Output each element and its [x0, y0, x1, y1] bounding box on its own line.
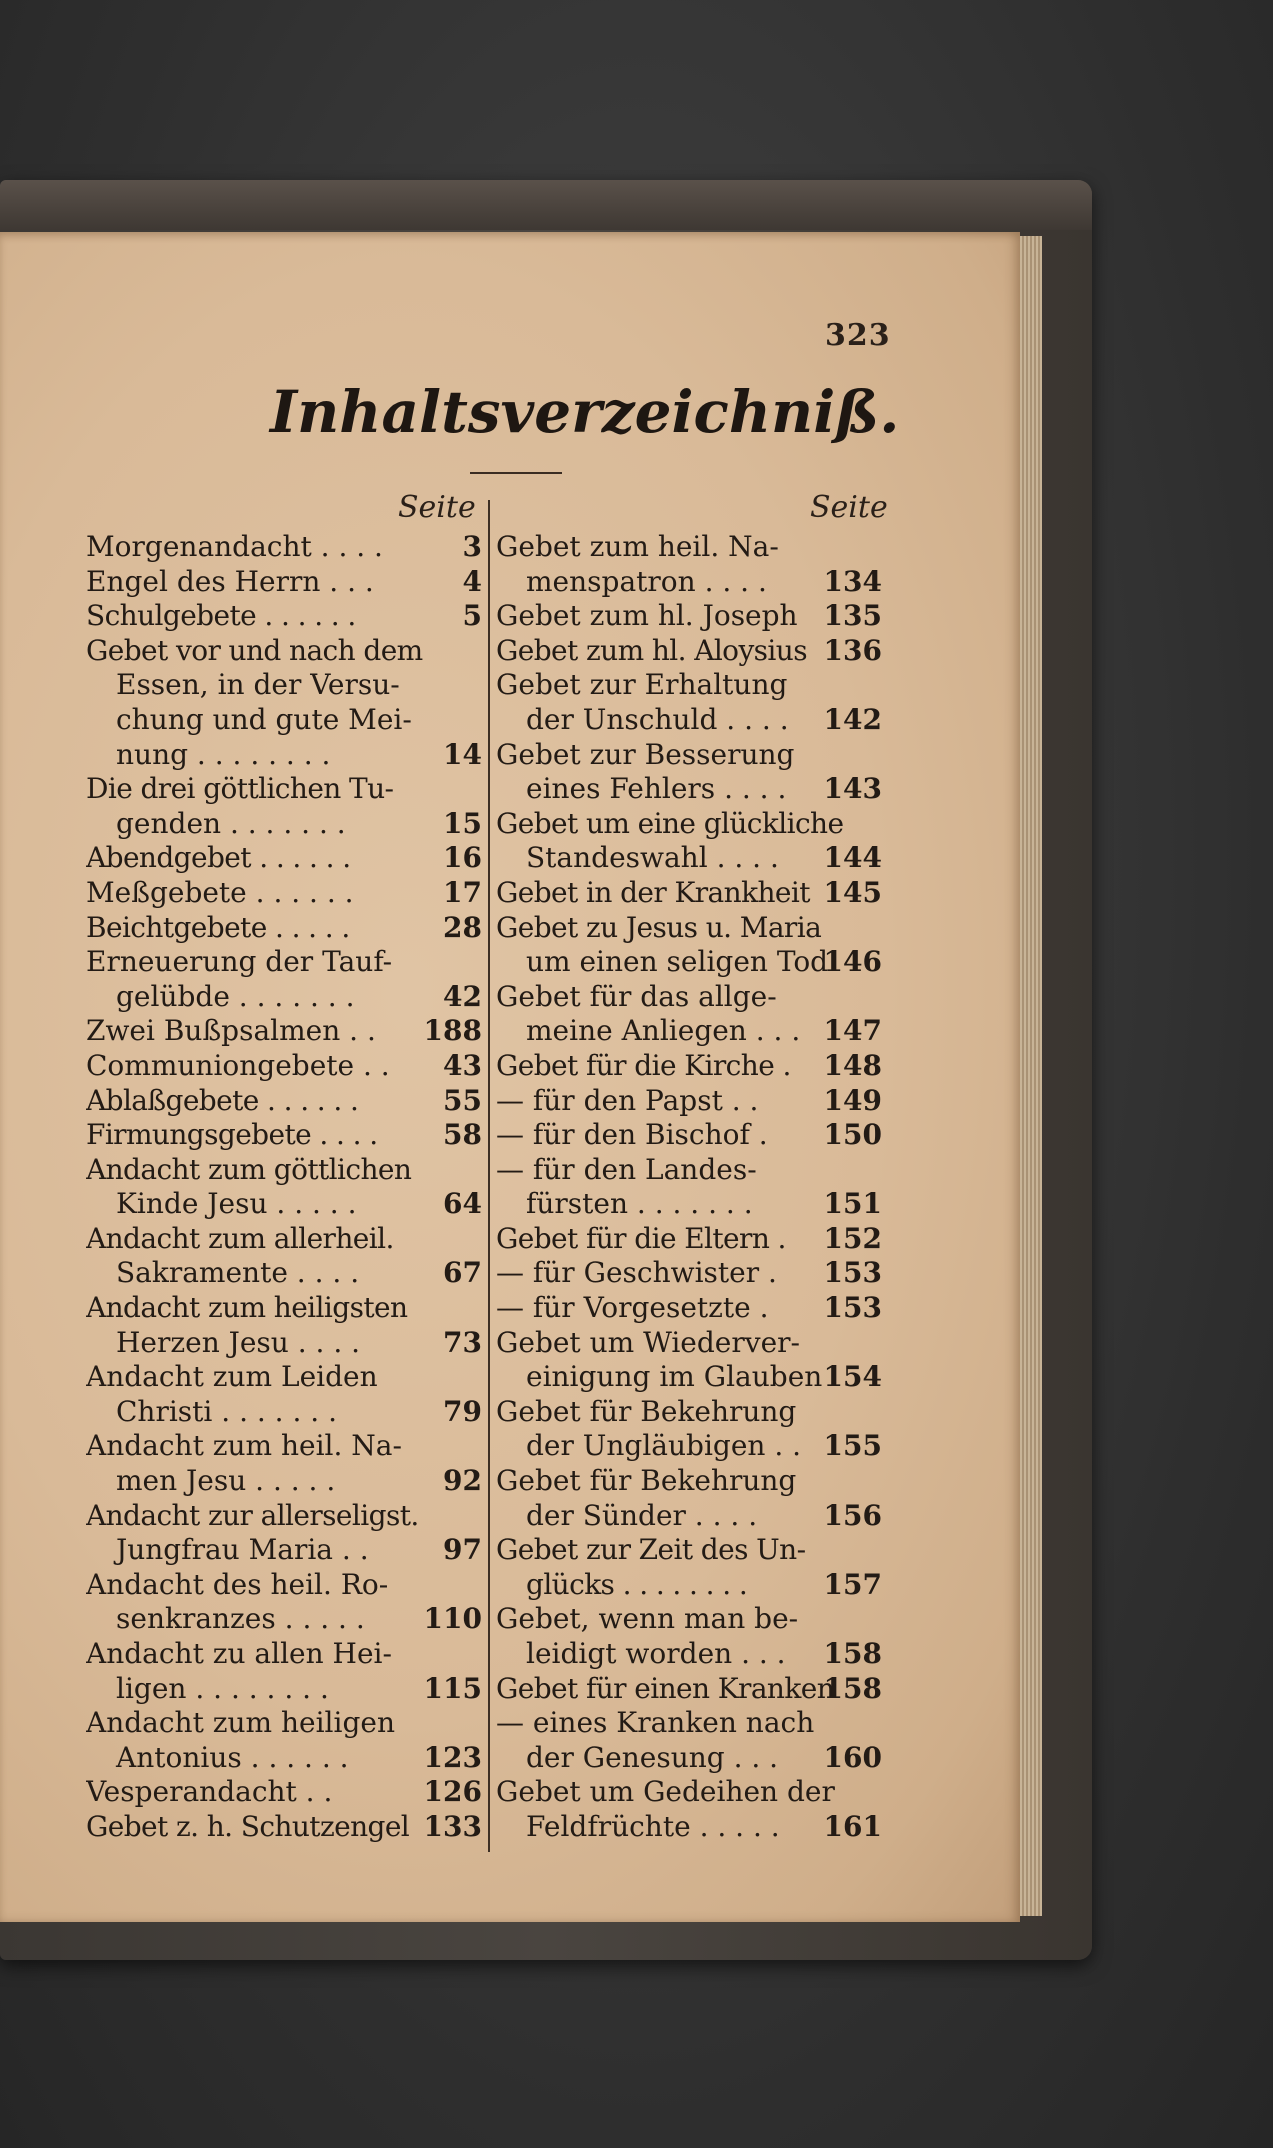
toc-entry: [496, 1741, 882, 1776]
toc-entry-title: Andacht des heil. Ro-: [86, 1567, 389, 1601]
toc-entry: [496, 945, 882, 980]
toc-entry: [496, 841, 882, 876]
toc-entry-title: men Jesu . . . . .: [116, 1464, 336, 1498]
toc-entry-title: Gebet zur Erhaltung: [496, 668, 788, 702]
toc-entry-title: Die drei göttlichen Tu-: [86, 772, 394, 806]
toc-entry-page: 142: [823, 702, 882, 736]
toc-entry-title: leidigt worden . . .: [526, 1637, 786, 1670]
toc-entry-page: 64: [443, 1187, 482, 1221]
toc-entry-title: Morgenandacht . . . .: [86, 530, 383, 563]
toc-entry: [496, 1775, 882, 1810]
toc-entry-title: Andacht zum heiligsten: [86, 1291, 408, 1325]
toc-entry-page: 188: [423, 1014, 482, 1048]
toc-entry-title: Engel des Herrn . . .: [86, 564, 374, 598]
toc-entry: [86, 565, 482, 600]
toc-entry: [496, 1187, 882, 1222]
toc-entry-title: Beichtgebete . . . . .: [86, 910, 350, 944]
toc-entry-title: Gebet für Bekehrung: [496, 1464, 797, 1498]
toc-entry-title: um einen seligen Tod: [526, 945, 829, 979]
toc-entry: [496, 1429, 882, 1464]
toc-entry: [86, 1395, 482, 1430]
toc-entry-title: — für Geschwister .: [496, 1256, 777, 1290]
toc-entry-page: 15: [443, 806, 482, 840]
toc-entry-title: — eines Kranken nach: [496, 1706, 815, 1740]
toc-entry: [496, 1291, 882, 1326]
toc-entry: [496, 1499, 882, 1534]
toc-entry: [86, 1637, 482, 1672]
toc-entry-title: Gebet in der Krankheit: [496, 875, 810, 909]
toc-entry-page: 135: [823, 599, 882, 633]
toc-entry-page: 153: [823, 1256, 882, 1290]
toc-entry: [496, 1049, 882, 1084]
toc-entry-page: 97: [443, 1533, 482, 1567]
toc-entry-page: 79: [443, 1394, 482, 1428]
page-title: Inhaltsverzeichniß.: [270, 378, 900, 446]
toc-entry-page: 4: [462, 564, 482, 598]
toc-entry-title: Andacht zur allerseligst.: [86, 1498, 419, 1532]
toc-entry-title: genden . . . . . . .: [116, 806, 346, 840]
toc-entry-title: Standeswahl . . . .: [526, 841, 779, 875]
toc-entry-title: der Sünder . . . .: [526, 1498, 758, 1532]
toc-entry: [86, 1568, 482, 1603]
toc-entry: [86, 634, 482, 669]
toc-entry-title: gelübde . . . . . . .: [116, 979, 355, 1013]
title-divider: [470, 472, 562, 474]
toc-entry-title: eines Fehlers . . . .: [526, 772, 787, 806]
toc-entry-page: 145: [823, 875, 882, 909]
toc-entry-title: Jungfrau Maria . .: [116, 1533, 369, 1567]
toc-entry-title: fürsten . . . . . . .: [526, 1187, 753, 1221]
toc-entry-title: Gebet vor und nach dem: [86, 633, 423, 667]
toc-entry: [86, 772, 482, 807]
toc-entry-title: Gebet für einen Kranken: [496, 1671, 835, 1705]
toc-entry: [86, 530, 482, 565]
toc-entry-title: Gebet für die Kirche .: [496, 1048, 791, 1082]
toc-entry: [86, 738, 482, 773]
toc-entry: [496, 599, 882, 634]
toc-entry: [496, 1464, 882, 1499]
toc-entry: [86, 1464, 482, 1499]
toc-entry-title: der Genesung . . .: [526, 1740, 779, 1774]
toc-entry-title: Andacht zum heiligen: [86, 1706, 395, 1740]
toc-entry-page: 152: [823, 1221, 882, 1255]
toc-entry-page: 16: [443, 841, 482, 875]
toc-entry-page: 67: [443, 1256, 482, 1290]
toc-entry-title: Sakramente . . . .: [116, 1256, 360, 1290]
toc-entry-title: menspatron . . . .: [526, 564, 767, 598]
toc-entry-title: — für Vorgesetzte .: [496, 1291, 769, 1325]
toc-entry-title: Andacht zum heil. Na-: [86, 1429, 402, 1463]
toc-entry-title: Communiongebete . .: [86, 1048, 390, 1082]
toc-entry-page: 133: [423, 1809, 482, 1843]
toc-entry: [86, 1291, 482, 1326]
toc-entry-page: 126: [423, 1775, 482, 1809]
toc-entry: [496, 1153, 882, 1188]
toc-entry-title: Gebet zur Zeit des Un-: [496, 1533, 806, 1567]
toc-entry: [496, 911, 882, 946]
toc-entry-title: Abendgebet . . . . . .: [86, 841, 351, 875]
toc-entry: [496, 738, 882, 773]
toc-entry: [496, 1360, 882, 1395]
toc-entry: [496, 1256, 882, 1291]
toc-entry-title: Herzen Jesu . . . .: [116, 1325, 361, 1359]
toc-entry: [496, 772, 882, 807]
toc-entry-title: der Ungläubigen . .: [526, 1429, 802, 1463]
toc-entry: [496, 1568, 882, 1603]
page-stack-edge: [1020, 236, 1042, 1916]
toc-entry-title: — für den Bischof .: [496, 1118, 768, 1152]
toc-entry-page: 156: [823, 1498, 882, 1532]
left-column-header: Seite: [398, 490, 476, 525]
page-number: 323: [825, 318, 891, 353]
toc-entry-page: 155: [823, 1429, 882, 1463]
toc-entry-title: senkranzes . . . . .: [116, 1602, 365, 1636]
toc-entry-title: Erneuerung der Tauf-: [86, 945, 393, 979]
toc-entry-page: 92: [443, 1464, 482, 1498]
toc-entry: [496, 1118, 882, 1153]
toc-entry: [86, 1810, 482, 1845]
toc-entry: [86, 1360, 482, 1395]
toc-entry-title: chung und gute Mei-: [116, 702, 412, 736]
toc-entry: [496, 1672, 882, 1707]
toc-entry-title: Vesperandacht . .: [86, 1775, 333, 1809]
toc-entry-page: 17: [443, 875, 482, 909]
toc-entry: [86, 1256, 482, 1291]
toc-entry-page: 144: [823, 841, 882, 875]
toc-entry: [86, 807, 482, 842]
toc-entry-title: Andacht zum Leiden: [86, 1360, 378, 1394]
toc-entry-title: Andacht zum göttlichen: [86, 1152, 412, 1186]
toc-entry-page: 136: [823, 633, 882, 667]
toc-entry-page: 55: [443, 1083, 482, 1117]
toc-entry: [86, 599, 482, 634]
toc-entry-page: 5: [462, 599, 482, 633]
toc-entry-title: der Unschuld . . . .: [526, 702, 789, 736]
toc-entry-page: 123: [423, 1740, 482, 1774]
toc-entry: [496, 1637, 882, 1672]
toc-entry-title: glücks . . . . . . . .: [526, 1567, 748, 1601]
toc-entry-title: Gebet zum hl. Aloysius: [496, 633, 807, 667]
toc-entry: [496, 1602, 882, 1637]
toc-entry: [86, 668, 482, 703]
toc-entry-title: Ablaßgebete . . . . . .: [86, 1083, 359, 1117]
toc-entry-page: 158: [823, 1637, 882, 1670]
column-divider: [488, 500, 490, 1852]
toc-entry: [86, 1084, 482, 1119]
toc-entry: [86, 1775, 482, 1810]
toc-entry: [496, 530, 882, 565]
toc-entry: [496, 668, 882, 703]
toc-entry: [496, 1014, 882, 1049]
toc-entry-page: 147: [823, 1014, 882, 1048]
toc-entry-title: Gebet um eine glückliche: [496, 806, 844, 840]
toc-entry-title: Zwei Bußpsalmen . .: [86, 1014, 376, 1048]
toc-entry-page: 157: [823, 1567, 882, 1601]
toc-entry-title: — für den Papst . .: [496, 1083, 759, 1117]
toc-entry: [496, 1395, 882, 1430]
toc-entry-page: 115: [423, 1671, 482, 1705]
toc-entry: [496, 1706, 882, 1741]
toc-entry: [496, 1326, 882, 1361]
toc-entry-page: 160: [823, 1740, 882, 1774]
toc-entry: [86, 1706, 482, 1741]
toc-entry: [86, 1118, 482, 1153]
toc-entry-page: 148: [823, 1048, 882, 1082]
toc-entry-title: Andacht zum allerheil.: [86, 1221, 394, 1255]
toc-entry: [86, 1672, 482, 1707]
toc-entry: [496, 980, 882, 1015]
toc-entry-title: Gebet zum hl. Joseph: [496, 599, 798, 633]
toc-entry-page: 161: [823, 1809, 882, 1843]
toc-entry-page: 73: [443, 1325, 482, 1359]
toc-entry-page: 153: [823, 1291, 882, 1325]
toc-entry: [86, 1153, 482, 1188]
toc-entry: [86, 1187, 482, 1222]
toc-entry: [86, 1429, 482, 1464]
toc-entry-title: Andacht zu allen Hei-: [86, 1637, 392, 1670]
toc-entry: [86, 1014, 482, 1049]
toc-entry-title: Gebet um Wiederver-: [496, 1325, 800, 1359]
toc-entry-title: meine Anliegen . . .: [526, 1014, 801, 1048]
toc-entry-title: — für den Landes-: [496, 1152, 757, 1186]
toc-entry-title: Antonius . . . . . .: [116, 1740, 349, 1774]
toc-entry: [86, 1741, 482, 1776]
toc-left-column: [86, 530, 482, 1845]
toc-entry: [86, 1533, 482, 1568]
toc-entry-title: einigung im Glauben: [526, 1360, 823, 1394]
toc-entry-title: Gebet für Bekehrung: [496, 1394, 797, 1428]
toc-entry-page: 3: [462, 530, 482, 563]
toc-entry-page: 42: [443, 979, 482, 1013]
toc-entry-page: 143: [823, 772, 882, 806]
toc-entry: [496, 876, 882, 911]
toc-entry: [86, 876, 482, 911]
right-column-header: Seite: [810, 490, 888, 525]
toc-entry-title: Schulgebete . . . . . .: [86, 599, 356, 633]
toc-entry: [86, 1326, 482, 1361]
toc-entry: [86, 1602, 482, 1637]
toc-entry-title: nung . . . . . . . .: [116, 737, 331, 771]
toc-entry-page: 151: [823, 1187, 882, 1221]
toc-entry-page: 146: [823, 945, 882, 979]
toc-right-column: [496, 530, 882, 1845]
toc-entry: [496, 807, 882, 842]
toc-entry-page: 58: [443, 1118, 482, 1152]
toc-entry-title: Firmungsgebete . . . .: [86, 1118, 378, 1152]
toc-entry-page: 158: [823, 1671, 882, 1705]
toc-entry-page: 14: [443, 737, 482, 771]
toc-entry: [86, 945, 482, 980]
toc-entry-title: Gebet z. h. Schutzengel: [86, 1809, 410, 1843]
toc-entry: [496, 703, 882, 738]
toc-entry-page: 134: [823, 564, 882, 598]
toc-entry-title: Gebet um Gedeihen der: [496, 1775, 835, 1809]
toc-entry-page: 110: [423, 1602, 482, 1636]
toc-entry-title: Christi . . . . . . .: [116, 1394, 337, 1428]
toc-entry-title: Feldfrüchte . . . . .: [526, 1809, 780, 1843]
toc-entry: [86, 980, 482, 1015]
toc-entry: [86, 703, 482, 738]
toc-entry-title: Gebet zum heil. Na-: [496, 530, 779, 563]
toc-entry-title: Gebet zu Jesus u. Maria: [496, 910, 822, 944]
book-cover-top-edge: [0, 180, 1092, 230]
toc-entry-page: 28: [443, 910, 482, 944]
toc-entry: [86, 1049, 482, 1084]
toc-entry: [496, 1533, 882, 1568]
toc-entry: [496, 565, 882, 600]
toc-entry: [496, 1084, 882, 1119]
toc-entry-title: Gebet für die Eltern .: [496, 1221, 786, 1255]
toc-entry-title: Kinde Jesu . . . . .: [116, 1187, 357, 1221]
toc-entry-title: Gebet zur Besserung: [496, 737, 795, 771]
toc-entry-title: Meßgebete . . . . . .: [86, 875, 354, 909]
toc-entry: [86, 1222, 482, 1257]
toc-entry-title: Essen, in der Versu-: [116, 668, 400, 702]
toc-entry-title: Gebet, wenn man be-: [496, 1602, 799, 1636]
toc-entry: [86, 1499, 482, 1534]
toc-entry-page: 150: [823, 1118, 882, 1152]
toc-entry-page: 154: [823, 1360, 882, 1394]
toc-entry: [496, 1810, 882, 1845]
toc-entry: [496, 634, 882, 669]
toc-entry: [496, 1222, 882, 1257]
toc-entry-title: Gebet für das allge-: [496, 979, 777, 1013]
toc-entry-title: ligen . . . . . . . .: [116, 1671, 329, 1705]
toc-entry: [86, 911, 482, 946]
toc-entry-page: 43: [443, 1048, 482, 1082]
toc-entry-page: 149: [823, 1083, 882, 1117]
toc-entry: [86, 841, 482, 876]
